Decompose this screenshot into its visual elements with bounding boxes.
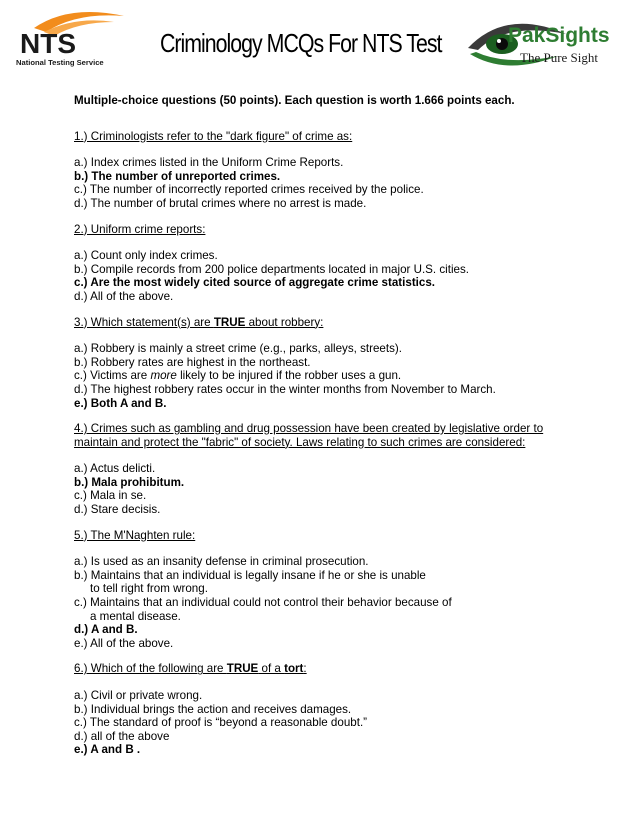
question-text: 1.) Criminologists refer to the "dark figure" of crime as:	[74, 129, 353, 143]
option-b-continued: to tell right from wrong.	[90, 582, 208, 596]
option-c-answer: c.) Are the most widely cited source of aggregate crime statistics.	[74, 276, 436, 290]
option-c	[74, 369, 574, 383]
nts-logo-subtitle: National Testing Service	[16, 58, 104, 67]
page-title: Criminology MCQs For NTS Test	[160, 28, 442, 58]
question-1	[74, 130, 574, 211]
question-text-start: 6.) Which of the following are	[74, 662, 227, 676]
option-a: a.) Actus delicti.	[74, 462, 156, 476]
paksights-logo-text: PakSights	[508, 24, 610, 47]
question-text	[74, 662, 574, 676]
option-c-emphasis: more	[150, 369, 177, 383]
paksights-tagline: The Pure Sight	[520, 50, 598, 65]
option-b-answer: b.) Mala prohibitum.	[74, 475, 185, 489]
paksights-logo	[466, 4, 634, 82]
question-text-middle: of a	[258, 662, 285, 676]
option-e: e.) All of the above.	[74, 636, 174, 650]
question-text-emphasis-tort: tort	[284, 662, 304, 676]
option-d: d.) Stare decisis.	[74, 503, 161, 517]
option-c: c.) Maintains that an individual could not control their behavior because of	[74, 596, 452, 610]
question-text-emphasis-true: TRUE	[226, 662, 259, 676]
page-header	[0, 0, 638, 84]
option-a: a.) Is used as an insanity defense in criminal prosecution.	[74, 555, 369, 569]
option-a: a.) Index crimes listed in the Uniform Crime Reports.	[74, 156, 344, 170]
option-d: d.) The number of brutal crimes where no arrest is made.	[74, 196, 367, 210]
question-3	[74, 316, 574, 411]
option-c-continued: a mental disease.	[90, 609, 181, 623]
question-text-start: 3.) Which statement(s) are	[74, 315, 214, 329]
question-text-line-1: 4.) Crimes such as gambling and drug possession have been created by legislative order to	[74, 422, 544, 436]
instructions: Multiple-choice questions (50 points). Each question is worth 1.666 points each.	[74, 94, 515, 107]
option-d: d.) The highest robbery rates occur in the winter months from November to March.	[74, 382, 496, 396]
document-body	[74, 94, 574, 769]
question-text-end: :	[303, 662, 307, 676]
nts-logo	[14, 6, 164, 68]
option-c: c.) Mala in se.	[74, 489, 147, 503]
option-a: a.) Count only index crimes.	[74, 249, 218, 263]
question-text-emphasis: TRUE	[213, 315, 246, 329]
option-d: d.) All of the above.	[74, 289, 174, 303]
option-d: d.) all of the above	[74, 729, 170, 743]
option-a: a.) Civil or private wrong.	[74, 689, 203, 702]
question-2	[74, 223, 574, 304]
question-text: 5.) The M'Naghten rule:	[74, 528, 196, 542]
option-c-end: likely to be injured if the robber uses a gun.	[176, 369, 402, 383]
question-4	[74, 422, 574, 517]
question-5	[74, 529, 574, 651]
option-d-answer: d.) A and B.	[74, 623, 138, 637]
option-e-answer: e.) Both A and B.	[74, 396, 167, 410]
option-e-answer: e.) A and B .	[74, 743, 141, 757]
option-b: b.) Robbery rates are highest in the northeast.	[74, 355, 311, 369]
option-b: b.) Compile records from 200 police departments located in major U.S. cities.	[74, 262, 469, 276]
question-6	[74, 662, 574, 757]
option-c: c.) The number of incorrectly reported crimes received by the police.	[74, 183, 424, 197]
option-a: a.) Robbery is mainly a street crime (e.g., parks, alleys, streets).	[74, 342, 402, 356]
option-c-start: c.) Victims are	[74, 369, 151, 383]
question-text: 2.) Uniform crime reports:	[74, 222, 206, 236]
question-text	[74, 316, 574, 330]
question-text	[74, 422, 574, 449]
question-text-line-2: maintain and protect the "fabric" of society. Laws relating to such crimes are considered:	[74, 435, 526, 449]
option-c: c.) The standard of proof is “beyond a reasonable doubt.”	[74, 716, 368, 730]
option-b: b.) Maintains that an individual is legally insane if he or she is unable	[74, 568, 426, 582]
nts-logo-text: NTS	[20, 28, 76, 59]
question-text-end: about robbery:	[245, 315, 324, 329]
option-b-answer: b.) The number of unreported crimes.	[74, 169, 281, 183]
option-b: b.) Individual brings the action and receives damages.	[74, 702, 352, 716]
